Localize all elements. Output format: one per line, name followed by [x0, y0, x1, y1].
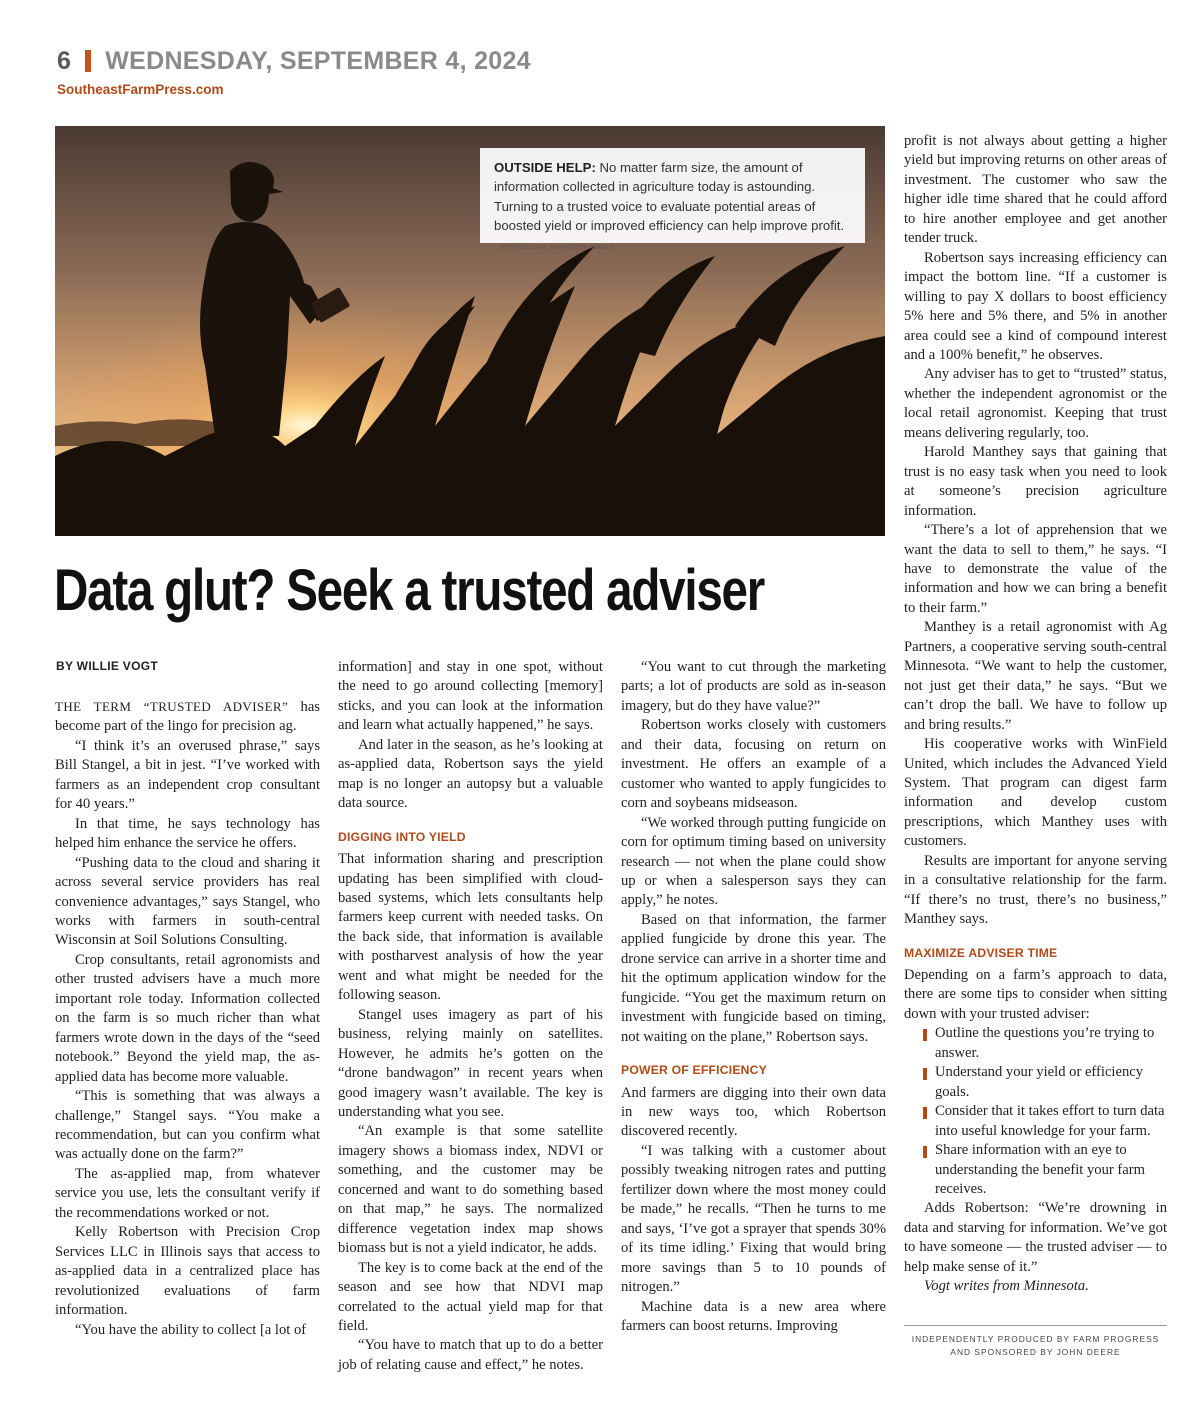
- page-header: [57, 44, 531, 78]
- lead-paragraph: [55, 697, 320, 737]
- bullet-marker: [923, 1146, 927, 1158]
- paragraph: Stangel uses imagery as part of his business, relying mainly on satellites. However, he admits he’s gotten on the “drone bandwagon” in recent years when good imagery wasn’t available. The key is understanding what you see.: [338, 1006, 603, 1120]
- byline: BY WILLIE VOGT: [56, 659, 158, 673]
- issue-date: WEDNESDAY, SEPTEMBER 4, 2024: [105, 46, 531, 75]
- tips-list: [904, 1024, 1167, 1199]
- footer-line-1: INDEPENDENTLY PRODUCED BY FARM PROGRESS: [911, 1334, 1160, 1344]
- paragraph: Robertson says increasing efficiency can impact the bottom line. “If a customer is willing to pay X dollars to boost efficiency 5% here and 5% there, and 5% in another area could see a kind of compound interest and a 100% benefit,” he observes.: [904, 249, 1167, 363]
- tip-text: Share information with an eye to understanding the benefit your farm receives.: [935, 1142, 1145, 1198]
- caption-lead: OUTSIDE HELP:: [494, 160, 596, 175]
- tip-item: [904, 1063, 1167, 1102]
- author-signoff: Vogt writes from Minnesota.: [924, 1278, 1089, 1295]
- paragraph-continued: information] and stay in one spot, without the need to go around collecting [memory] sticks, and you can look at the information and learn what actually happened,” he says.: [338, 659, 603, 734]
- page-number: 6: [57, 46, 72, 75]
- paragraph: His cooperative works with WinField United, which includes the Advanced Yield System. That program can digest farm information and develop custom prescriptions, which Manthey uses with customers.: [904, 736, 1167, 850]
- paragraph: Results are important for anyone serving in a consultative relationship for the farm. “If there’s no trust, there’s no business,” Manthey says.: [904, 852, 1167, 928]
- paragraph: The as-applied map, from whatever service you use, lets the consultant verify if the recommendations worked or not.: [55, 1165, 320, 1221]
- article-column-2: [338, 658, 603, 1375]
- paragraph: Manthey is a retail agronomist with Ag Partners, a cooperative serving south-central Minnesota. “We want to help the customer, not just get their data,” he says. “But we can’t drop the ball. We have to follow up and bring results.”: [904, 619, 1167, 733]
- paragraph: Kelly Robertson with Precision Crop Services LLC in Illinois says that access to as-applied data in a centralized place has revolutionized evaluations of farm information.: [55, 1224, 320, 1319]
- tip-text: Understand your yield or efficiency goals.: [935, 1064, 1144, 1100]
- paragraph: Adds Robertson: “We’re drowning in data and starving for information. We’ve got to have someone — the trusted adviser — to help make sense of it.”: [904, 1200, 1167, 1275]
- bullet-marker: [923, 1068, 927, 1080]
- lead-rest: has become part of the lingo for precision ag.: [55, 699, 320, 735]
- paragraph: “There’s a lot of apprehension that we want the data to sell to them,” he says. “I have to demonstrate the value of the information and how we can bring a benefit to their farm.”: [904, 522, 1167, 616]
- paragraph: “You have the ability to collect [a lot of: [75, 1321, 307, 1338]
- subhead-maximize-adviser-time: MAXIMIZE ADVISER TIME: [904, 945, 1058, 960]
- paragraph: “I think it’s an overused phrase,” says Bill Stangel, a bit in jest. “I’ve worked with farmers as an independent crop consultant for 40 years.”: [55, 737, 320, 813]
- paragraph: “You want to cut through the marketing parts; a lot of products are sold as in-season imagery, but do they have value?”: [621, 659, 886, 714]
- paragraph: Robertson works closely with customers and their data, focusing on return on investment. He offers an example of a customer who wanted to apply fungicides to corn and soybeans midseason.: [621, 717, 886, 812]
- footer-line-2: AND SPONSORED BY JOHN DEERE: [950, 1347, 1121, 1357]
- article-headline: Data glut? Seek a trusted adviser: [54, 558, 765, 623]
- caption-text: No matter farm size, the amount of information collected in agriculture today is astounding. Turning to a trusted voice to evaluate potential areas of boosted yield or improved efficiency can help improve profit.: [494, 160, 845, 233]
- paragraph: And later in the season, as he’s looking at as-applied data, Robertson says the yield map is no longer an autopsy but a valuable data source.: [338, 736, 603, 812]
- tip-text: Outline the questions you’re trying to answer.: [935, 1025, 1155, 1061]
- article-column-1: [55, 697, 320, 1340]
- paragraph-continued: profit is not always about getting a higher yield but improving returns on other areas of investment. The customer who saw the higher idle time shared that he could afford to hire another employee and get another tender truck.: [904, 133, 1167, 247]
- paragraph: “An example is that some satellite imagery shows a biomass index, NDVI or something, and the customer may be concerned and want to do something based on that map,” he says. The normalized difference vegetation index map shows biomass but is not a yield indicator, he adds.: [338, 1123, 603, 1257]
- paragraph: “You have to match that up to do a better job of relating cause and effect,” he notes.: [338, 1337, 603, 1373]
- paragraph: “This is something that was always a challenge,” Stangel says. “You make a recommendation, but can you confirm what was actually done on the farm?”: [55, 1088, 320, 1163]
- paragraph: In that time, he says technology has helped him enhance the service he offers.: [55, 815, 320, 852]
- subhead-digging-into-yield: DIGGING INTO YIELD: [338, 829, 466, 844]
- article-column-3: [621, 658, 886, 1336]
- tip-item: [904, 1141, 1167, 1199]
- photo-caption: [480, 148, 865, 252]
- paragraph: Depending on a farm’s approach to data, there are some tips to consider when sitting down with your trusted adviser:: [904, 967, 1167, 1022]
- header-divider: [85, 50, 91, 72]
- tip-item: [904, 1024, 1167, 1063]
- tip-item: [904, 1102, 1167, 1141]
- paragraph: The key is to come back at the end of the season and see how that NDVI map correlated to the actual yield map for that field.: [338, 1259, 603, 1334]
- bullet-marker: [923, 1107, 927, 1119]
- paragraph: “We worked through putting fungicide on corn for optimum timing based on university research — not when the plane could show up or when a salesperson says they can apply,” he notes.: [621, 814, 886, 909]
- paragraph: Crop consultants, retail agronomists and other trusted advisers have a much more important role today. Information collected on the farm is so much richer than what farmers wrote down in the days of the “seed notebook.” Beyond the yield map, the as-applied data has become more valuable.: [55, 951, 320, 1085]
- tip-text: Consider that it takes effort to turn data into useful knowledge for your farm.: [935, 1103, 1165, 1139]
- photo-credit: STOCKSELLER_UKR/GETTY IMAGES: [500, 245, 615, 252]
- paragraph: Any adviser has to get to “trusted” status, whether the independent agronomist or the local retail agronomist. Keeping that trust means delivering regularly, too.: [904, 366, 1167, 441]
- paragraph: “Pushing data to the cloud and sharing it across several service providers has real convenience advantages,” says Stangel, who works with farmers in south-central Wisconsin at Soil Solutions Consulting.: [55, 854, 320, 949]
- subhead-power-of-efficiency: POWER OF EFFICIENCY: [621, 1063, 767, 1078]
- sponsor-footer: [904, 1333, 1167, 1359]
- article-column-4: [904, 132, 1167, 1297]
- paragraph: And farmers are digging into their own data in new ways too, which Robertson discovered recently.: [621, 1084, 886, 1140]
- website-link[interactable]: SoutheastFarmPress.com: [57, 82, 224, 97]
- lead-caps: THE TERM “TRUSTED ADVISER”: [55, 699, 289, 714]
- paragraph: Based on that information, the farmer applied fungicide by drone this year. The drone service can arrive in a shorter time and hit the optimum application window for the fungicide. “You get the maximum return on investment with fungicide based on timing, not waiting on the plane,” Robertson says.: [621, 911, 886, 1045]
- paragraph: That information sharing and prescription updating has been simplified with cloud-based systems, which lets consultants help farmers keep current with needed tasks. On the back side, that information is available with postharvest analysis of how the year went and what might be needed for the following season.: [338, 851, 603, 1004]
- paragraph: Machine data is a new area where farmers can boost returns. Improving: [621, 1298, 886, 1334]
- paragraph: “I was talking with a customer about possibly tweaking nitrogen rates and putting fertilizer down where the most money could be made,” he recalls. “Then he turns to me and says, ‘I’ve got a sprayer that spends 30% of its time idling.’ Fixing that would bring more savings than 5 to 10 pounds of nitrogen.”: [621, 1142, 886, 1296]
- footer-divider: [904, 1325, 1167, 1326]
- bullet-marker: [923, 1029, 927, 1041]
- paragraph: Harold Manthey says that gaining that trust is no easy task when you need to look at someone’s precision agriculture information.: [904, 444, 1167, 519]
